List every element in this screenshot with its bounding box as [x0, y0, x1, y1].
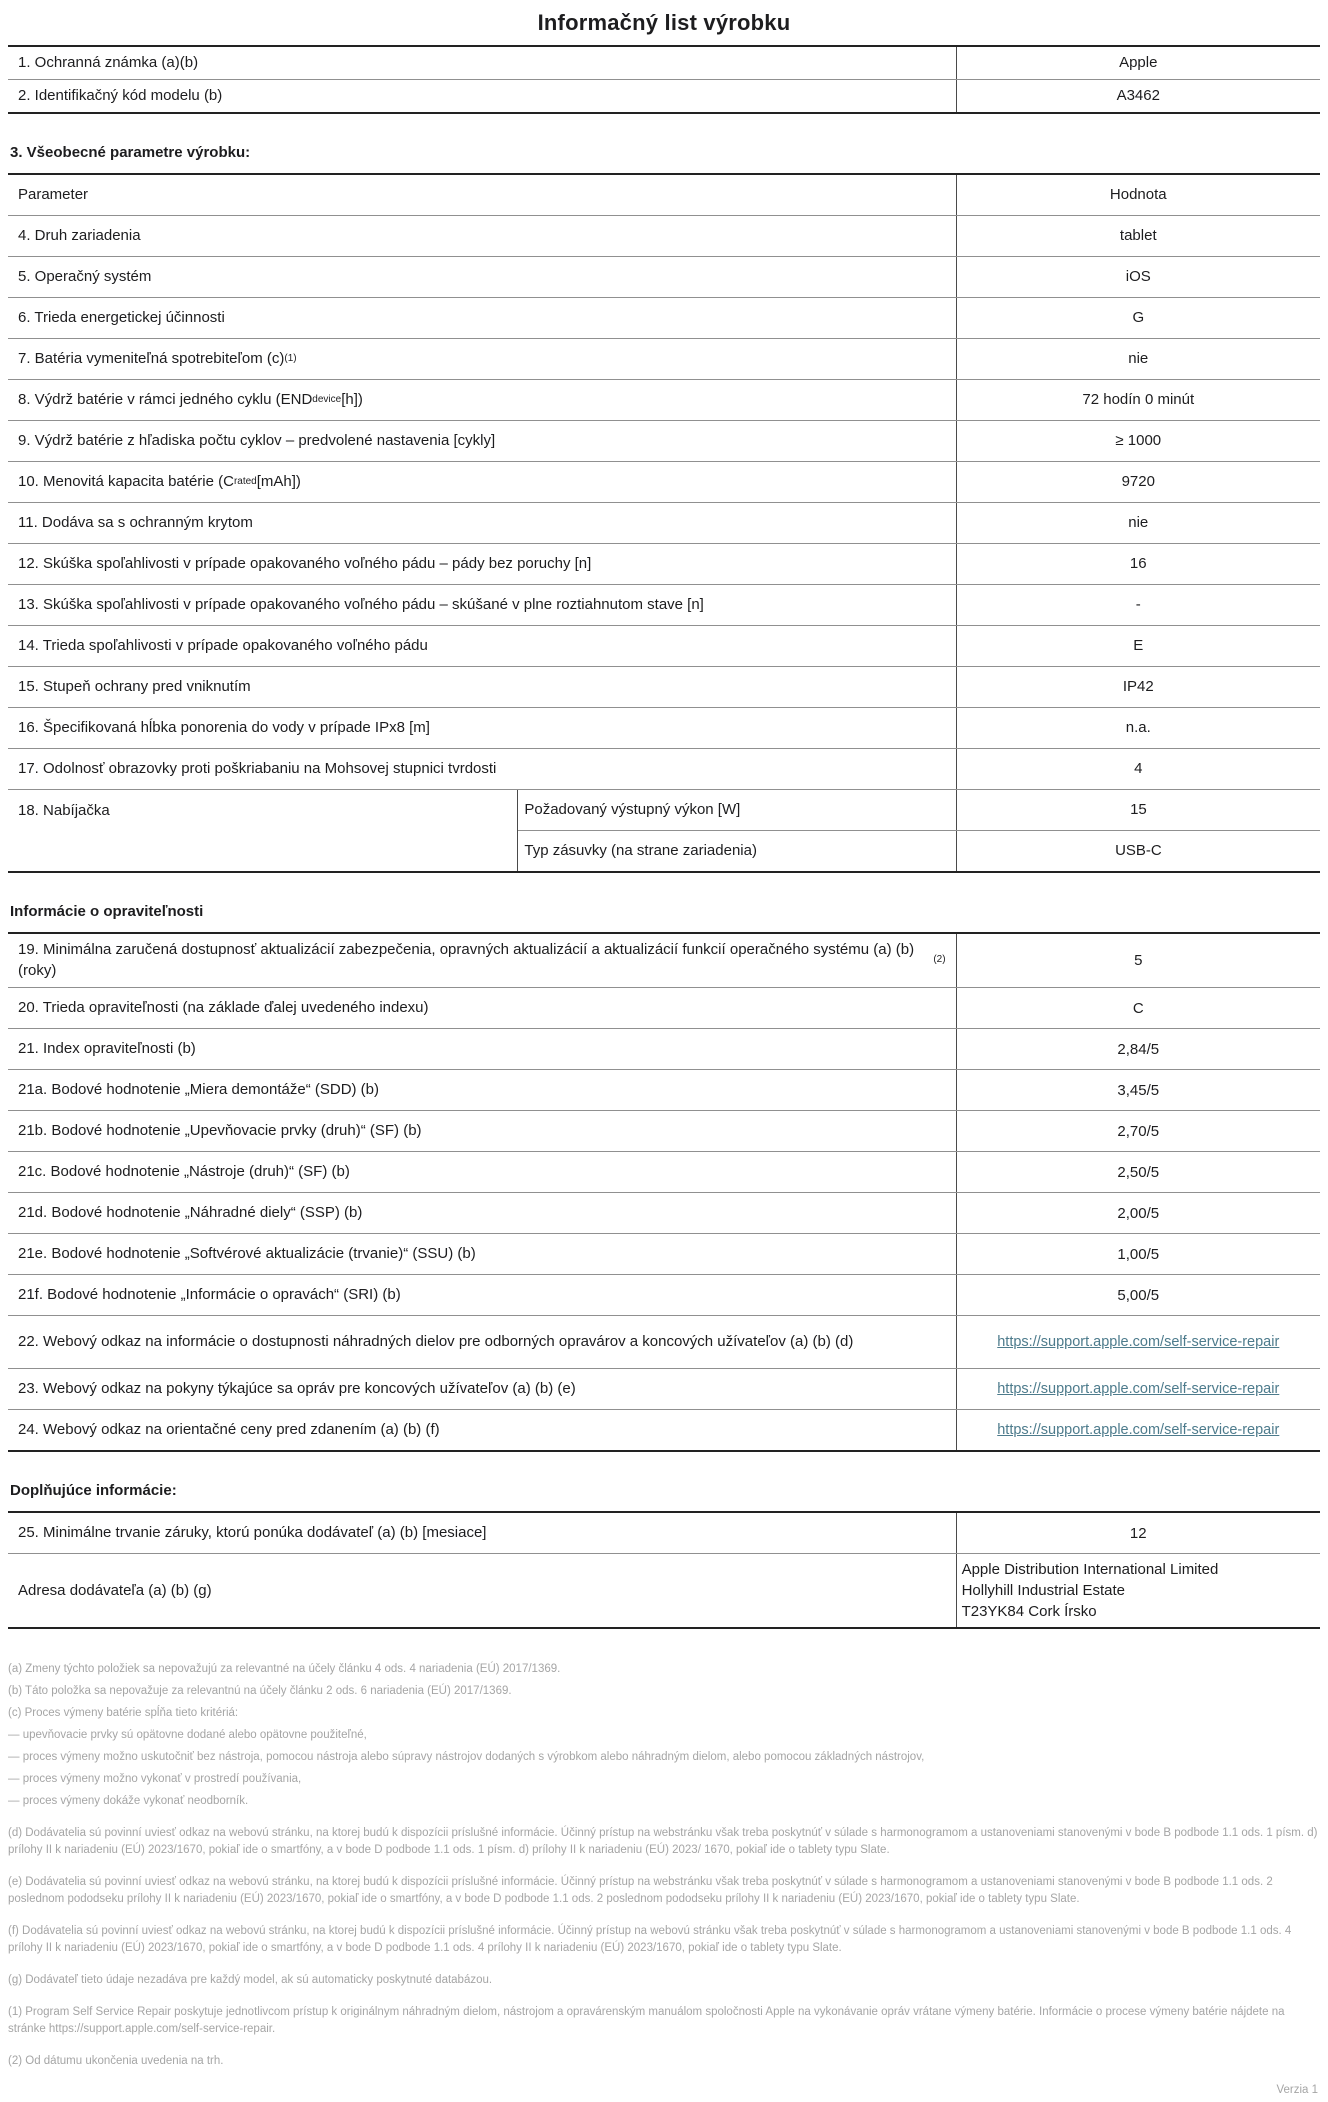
param-label: 21f. Bodové hodnotenie „Informácie o opravách“ (SRI) (b): [8, 1275, 957, 1315]
table-row: [8, 1368, 1320, 1409]
footnote: (g) Dodávateľ tieto údaje nezadáva pre každý model, ak sú automaticky poskytnuté databázou.: [8, 1974, 493, 1986]
table-row: [8, 987, 1320, 1028]
param-value: 2,70/5: [1117, 1122, 1160, 1140]
param-value: 4: [1134, 760, 1143, 777]
param-label: 16. Špecifikovaná hĺbka ponorenia do vody v prípade IPx8 [m]: [8, 708, 957, 748]
column-header-parameter: Parameter: [8, 175, 957, 215]
param-value: nie: [1128, 350, 1149, 367]
param-value: tablet: [1119, 227, 1157, 244]
param-label: 8. Výdrž batérie v rámci jedného cyklu (END device [h]): [8, 380, 957, 420]
param-label: 19. Minimálna zaručená dostupnosť aktualizácií zabezpečenia, opravných aktualizácií a aktualizácií funkcií operačného systému (a) (b) (roky) (2): [8, 934, 957, 988]
footnote: (a) Zmeny týchto položiek sa nepovažujú za relevantné na účely článku 4 ods. 4 nariadenia (EÚ) 2017/1369.: [8, 1663, 561, 1675]
table-row: [8, 79, 1320, 112]
param-label: 20. Trieda opraviteľnosti (na základe ďalej uvedeného indexu): [8, 988, 957, 1028]
param-label: 15. Stupeň ochrany pred vniknutím: [8, 667, 957, 707]
table-row: [8, 1513, 1320, 1553]
param-label: 13. Skúška spoľahlivosti v prípade opakovaného voľného pádu – skúšané v plne roztiahnutom stave [n]: [8, 585, 957, 625]
table-row: [8, 1028, 1320, 1069]
table-row: [8, 215, 1320, 256]
table-row: [8, 584, 1320, 625]
param-value: ≥ 1000: [1115, 432, 1162, 449]
footnote: (c) Proces výmeny batérie spĺňa tieto kritériá:: [8, 1707, 239, 1719]
param-label: 25. Minimálne trvanie záruky, ktorú ponúka dodávateľ (a) (b) [mesiace]: [8, 1513, 957, 1553]
section-heading-additional: Doplňujúce informácie:: [10, 1482, 177, 1499]
charger-subrow: [518, 830, 1320, 871]
footnote: (1) Program Self Service Repair poskytuje jednotlivcom prístup k originálnym náhradným dielom, nástrojom a opravárenským manuálom spoločnosti Apple na vykonávanie opráv vrátane výmeny batérie. Informácie o procese výmeny batérie nájdete na stránke https://support.apple.com/self-service-repair.: [8, 2006, 1285, 2035]
param-label: 21. Index opraviteľnosti (b): [8, 1029, 957, 1069]
table-row: [8, 789, 1320, 871]
param-value: [957, 1554, 1320, 1627]
footnote: — proces výmeny možno vykonať v prostredí používania,: [8, 1773, 302, 1785]
param-value: Apple: [1119, 54, 1158, 72]
sub-param-label: Požadovaný výstupný výkon [W]: [518, 790, 956, 830]
param-value: 72 hodín 0 minút: [1082, 391, 1195, 408]
param-value: USB-C: [1115, 842, 1162, 859]
param-label: 11. Dodáva sa s ochranným krytom: [8, 503, 957, 543]
supplier-address: Apple Distribution International Limited Hollyhill Industrial Estate T23YK84 Cork Írsko: [961, 1561, 1219, 1620]
table-row: [8, 543, 1320, 584]
param-value: 3,45/5: [1117, 1081, 1160, 1099]
table-row: [8, 379, 1320, 420]
repairability-table: [8, 932, 1320, 1453]
param-value: n.a.: [1125, 719, 1151, 736]
param-label: 1. Ochranná známka (a)(b): [8, 47, 957, 79]
param-value: iOS: [1125, 268, 1151, 285]
param-value: 9720: [1121, 473, 1155, 490]
param-label: 21b. Bodové hodnotenie „Upevňovacie prvky (druh)“ (SF) (b): [8, 1111, 957, 1151]
table-row: [8, 748, 1320, 789]
footnote: (e) Dodávatelia sú povinní uviesť odkaz na webovú stránku, na ktorej budú k dispozícii príslušné informácie. Účinný prístup na webstránku však treba poskytnúť v súlade s harmonogramom a ustanoveniami stanovenými v bode B podbode 1.1 ods. 2 poslednom pododseku prílohy II k nariadeniu (EÚ) 2023/1670, pokiaľ ide o smartfóny, a v bode D podbode 1.1 ods. 2 poslednom pododseku prílohy II k nariadeniu (EÚ) 2023/1670, pokiaľ ide o tablety typu Slate.: [8, 1876, 1273, 1905]
footnote: — upevňovacie prvky sú opätovne dodané alebo opätovne použiteľné,: [8, 1729, 367, 1741]
section-heading-repairability: Informácie o opraviteľnosti: [10, 902, 204, 920]
table-row: [8, 1553, 1320, 1627]
param-value: 12: [1129, 1524, 1147, 1542]
identity-table: [8, 45, 1320, 114]
sub-param-label: Typ zásuvky (na strane zariadenia): [518, 831, 956, 871]
table-row: [8, 502, 1320, 543]
param-label: 21a. Bodové hodnotenie „Miera demontáže“ (SDD) (b): [8, 1070, 957, 1110]
section-heading-general-parameters: 3. Všeobecné parametre výrobku:: [10, 143, 251, 161]
table-row: [8, 1274, 1320, 1315]
external-link[interactable]: https://support.apple.com/self-service-repair: [997, 1380, 1280, 1397]
table-row: [8, 1069, 1320, 1110]
param-label: 10. Menovitá kapacita batérie (C rated [mAh]): [8, 462, 957, 502]
footnote: (b) Táto položka sa nepovažuje za relevantnú na účely článku 2 ods. 6 nariadenia (EÚ) 2017/1369.: [8, 1685, 512, 1697]
param-value: 2,84/5: [1117, 1040, 1160, 1058]
param-label: 2. Identifikačný kód modelu (b): [8, 80, 957, 112]
version-label: Verzia 1: [1276, 2084, 1318, 2096]
param-value: nie: [1128, 514, 1149, 531]
param-label: 24. Webový odkaz na orientačné ceny pred zdanením (a) (b) (f): [8, 1410, 957, 1450]
param-value: 1,00/5: [1117, 1245, 1160, 1263]
table-row: [8, 934, 1320, 988]
table-row: [8, 1151, 1320, 1192]
general-parameters-table: [8, 173, 1320, 873]
param-label: 7. Batéria vymeniteľná spotrebiteľom (c) (1): [8, 339, 957, 379]
param-value: 2,50/5: [1117, 1163, 1160, 1181]
charger-subrow: [518, 790, 1320, 830]
param-value: [957, 1369, 1320, 1409]
param-value: [957, 1316, 1320, 1368]
table-row: [8, 47, 1320, 79]
additional-info-table: [8, 1511, 1320, 1629]
param-value: [957, 1410, 1320, 1450]
footnote: — proces výmeny možno uskutočniť bez nástroja, pomocou nástroja alebo súpravy nástrojov dodaných s výrobkom alebo náhradným dielom, alebo pomocou základných nástrojov,: [8, 1751, 925, 1763]
table-row: [8, 1409, 1320, 1450]
param-label: 18. Nabíjačka: [8, 790, 518, 871]
param-value: E: [1133, 637, 1144, 654]
param-label: 23. Webový odkaz na pokyny týkajúce sa opráv pre koncových užívateľov (a) (b) (e): [8, 1369, 957, 1409]
footnote: — proces výmeny dokáže vykonať neodborník.: [8, 1795, 249, 1807]
param-label: 14. Trieda spoľahlivosti v prípade opakovaného voľného pádu: [8, 626, 957, 666]
param-value: 15: [1130, 801, 1147, 818]
external-link[interactable]: https://support.apple.com/self-service-repair: [997, 1421, 1280, 1438]
param-label: 21e. Bodové hodnotenie „Softvérové aktualizácie (trvanie)“ (SSU) (b): [8, 1234, 957, 1274]
footnote: (f) Dodávatelia sú povinní uviesť odkaz na webovú stránku, na ktorej budú k dispozícii príslušné informácie. Účinný prístup na webovú stránku však treba poskytnúť v súlade s harmonogramom a ustanoveniami stanovenými v bode B podbode 1.1 ods. 4 prílohy II k nariadeniu (EÚ) 2023/1670, pokiaľ ide o smartfóny, a v bode D podbode 1.1 ods. 4 prílohy II k nariadeniu (EÚ) 2023/1670, pokiaľ ide o tablety typu Slate.: [8, 1925, 1292, 1954]
param-label: 22. Webový odkaz na informácie o dostupnosti náhradných dielov pre odborných opravárov a koncových užívateľov (a) (b) (d): [8, 1316, 957, 1368]
table-row: [8, 666, 1320, 707]
param-value: 16: [1129, 555, 1147, 572]
param-value: A3462: [1116, 87, 1160, 105]
table-row: [8, 707, 1320, 748]
param-value: G: [1132, 309, 1145, 326]
footnote: (d) Dodávatelia sú povinní uviesť odkaz na webovú stránku, na ktorej budú k dispozícii príslušné informácie. Účinný prístup na webstránku však treba poskytnúť v súlade s harmonogramom a ustanoveniami stanovenými v bode B podbode 1.1 ods. 1 písm. d) prílohy II k nariadeniu (EÚ) 2023/1670, pokiaľ ide o smartfóny, a v bode D podbode 1.1 ods. 1 písm. d) prílohy II k nariadeniu (EÚ) 2023/ 1670, pokiaľ ide o tablety typu Slate.: [8, 1827, 1318, 1856]
table-row: [8, 338, 1320, 379]
param-label: 21c. Bodové hodnotenie „Nástroje (druh)“ (SF) (b): [8, 1152, 957, 1192]
param-value: C: [1132, 999, 1144, 1017]
param-label: 4. Druh zariadenia: [8, 216, 957, 256]
param-value: 5: [1134, 951, 1143, 969]
param-label: 21d. Bodové hodnotenie „Náhradné diely“ (SSP) (b): [8, 1193, 957, 1233]
column-header-value: Hodnota: [1109, 186, 1167, 203]
param-value: 5,00/5: [1117, 1286, 1160, 1304]
footnote: (2) Od dátumu ukončenia uvedenia na trh.: [8, 2055, 224, 2067]
param-label: 5. Operačný systém: [8, 257, 957, 297]
table-row: [8, 1233, 1320, 1274]
table-header-row: [8, 175, 1320, 215]
charger-subrows: [518, 790, 1320, 871]
external-link[interactable]: https://support.apple.com/self-service-repair: [997, 1333, 1280, 1350]
table-row: [8, 297, 1320, 338]
table-row: [8, 625, 1320, 666]
table-row: [8, 1315, 1320, 1368]
table-row: [8, 1110, 1320, 1151]
param-label: 12. Skúška spoľahlivosti v prípade opakovaného voľného pádu – pády bez poruchy [n]: [8, 544, 957, 584]
param-label: Adresa dodávateľa (a) (b) (g): [8, 1554, 957, 1627]
table-row: [8, 1192, 1320, 1233]
footnotes-block: [8, 1661, 1320, 2070]
param-label: 6. Trieda energetickej účinnosti: [8, 298, 957, 338]
param-value: 2,00/5: [1117, 1204, 1160, 1222]
table-row: [8, 420, 1320, 461]
table-row: [8, 256, 1320, 297]
page-title: Informačný list výrobku: [537, 10, 791, 35]
param-value: IP42: [1122, 678, 1154, 695]
param-label: 17. Odolnosť obrazovky proti poškriabaniu na Mohsovej stupnici tvrdosti: [8, 749, 957, 789]
param-value: -: [1135, 596, 1141, 613]
table-row: [8, 461, 1320, 502]
param-label: 9. Výdrž batérie z hľadiska počtu cyklov – predvolené nastavenia [cykly]: [8, 421, 957, 461]
